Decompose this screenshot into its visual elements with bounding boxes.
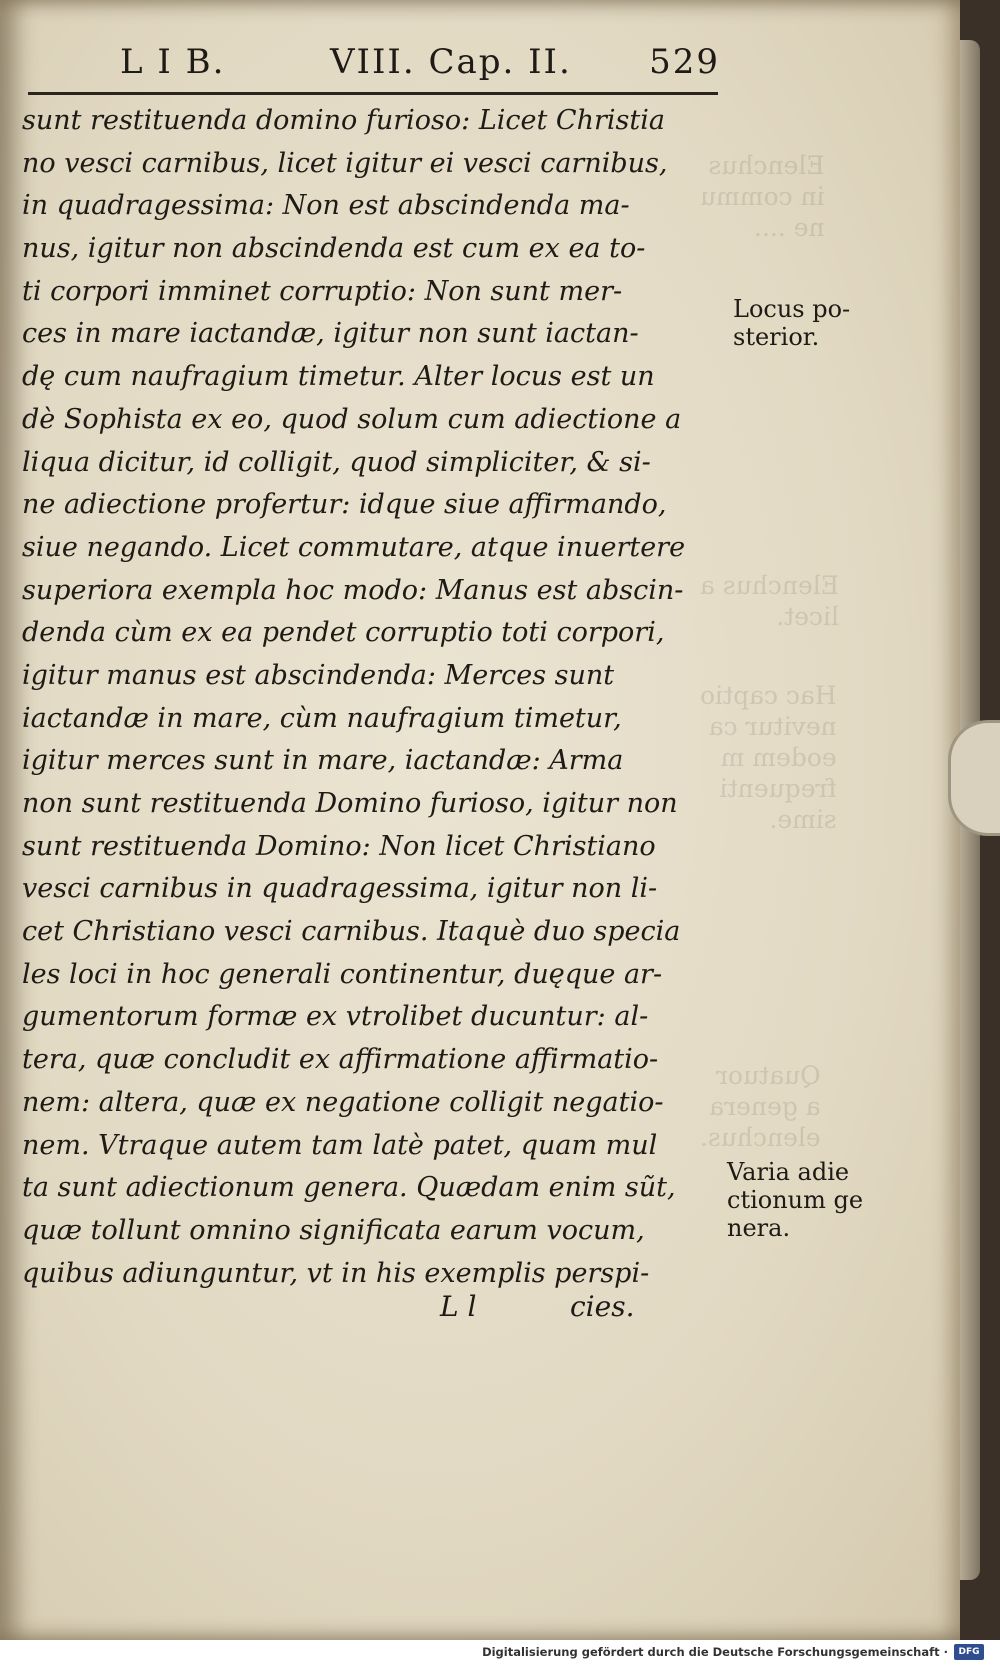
text-line: igitur merces sunt in mare, iactandæ: Arma	[22, 745, 624, 777]
catchword: cies.	[570, 1290, 635, 1323]
text-line: sunt restituenda domino furioso: Licet Christia	[22, 105, 665, 136]
text-line: no vesci carnibus, licet igitur ei vesci carnibus,	[22, 147, 668, 179]
text-line: in quadragessima: Non est abscindenda ma-	[22, 190, 630, 222]
body-text	[22, 100, 722, 1295]
page-clasp	[948, 720, 1000, 836]
text-line: iactandæ in mare, cùm naufragium timetur,	[22, 702, 622, 734]
page-number: 529	[649, 42, 720, 82]
text-line: liqua dicitur, id colligit, quod simpliciter, & si-	[22, 446, 651, 478]
funding-credit: Digitalisierung gefördert durch die Deutsche Forschungsgemeinschaft ·	[482, 1645, 948, 1659]
text-line: tera, quæ concludit ex affirmatione affirmatio-	[22, 1044, 659, 1076]
text-line: dę cum naufragium timetur. Alter locus est un	[22, 361, 655, 393]
text-line: gumentorum formæ ex vtrolibet ducuntur: al-	[22, 1001, 649, 1033]
text-line: igitur manus est abscindenda: Merces sunt	[22, 659, 615, 691]
text-line: quæ tollunt omnino significata earum vocum,	[22, 1214, 645, 1246]
signature-mark: L l	[440, 1290, 477, 1323]
footer-bar	[0, 1640, 1000, 1666]
text-line: superiora exempla hoc modo: Manus est abscin-	[22, 574, 684, 606]
text-line: siue negando. Licet commutare, atque inuertere	[22, 531, 686, 563]
text-line: nem: altera, quæ ex negatione colligit negatio-	[22, 1086, 664, 1118]
margin-note: Locus po- sterior.	[733, 295, 851, 351]
chapter-label: VIII. Cap. II.	[330, 42, 572, 82]
text-line: ti corpori imminet corruptio: Non sunt mer-	[22, 275, 623, 307]
text-line: non sunt restituenda Domino furioso, igitur non	[22, 788, 678, 819]
text-line: quibus adiunguntur, vt in his exemplis perspi-	[22, 1257, 650, 1289]
margin-note: Varia adie ctionum ge nera.	[727, 1158, 864, 1242]
text-line: nem. Vtraque autem tam latè patet, quam mul	[22, 1129, 658, 1161]
bleed-through-note: Elenchus a licet.	[700, 571, 840, 631]
text-line: denda cùm ex ea pendet corruptio toti corpori,	[22, 617, 665, 649]
text-line: les loci in hoc generali continentur, duęque ar-	[22, 958, 663, 990]
catchword-line	[420, 1290, 720, 1330]
header-rule	[28, 92, 718, 95]
bleed-through-note: Quatuor a genera elenchus.	[700, 1061, 821, 1152]
dfg-logo-icon: DFG	[954, 1644, 984, 1660]
text-line: nus, igitur non abscindenda est cum ex ea to-	[22, 233, 646, 265]
text-line: sunt restituenda Domino: Non licet Christiano	[22, 830, 656, 862]
book-label: L I B.	[120, 42, 226, 82]
text-line: ces in mare iactandæ, igitur non sunt iactan-	[22, 318, 639, 350]
running-header	[100, 42, 720, 90]
text-line: dè Sophista ex eo, quod solum cum adiectione a	[22, 403, 682, 435]
bleed-through-note: Elenchus in commu ne ....	[700, 151, 825, 242]
text-line: ne adiectione profertur: idque siue affirmando,	[22, 489, 667, 521]
text-line: ta sunt adiectionum genera. Quædam enim sũt,	[22, 1172, 676, 1204]
text-line: cet Christiano vesci carnibus. Itaquè duo specia	[22, 916, 681, 948]
bleed-through-note: Hac captio nevitur ca eodem m frequenti sime.	[700, 681, 837, 834]
text-line: vesci carnibus in quadragessima, igitur non li-	[22, 873, 658, 905]
